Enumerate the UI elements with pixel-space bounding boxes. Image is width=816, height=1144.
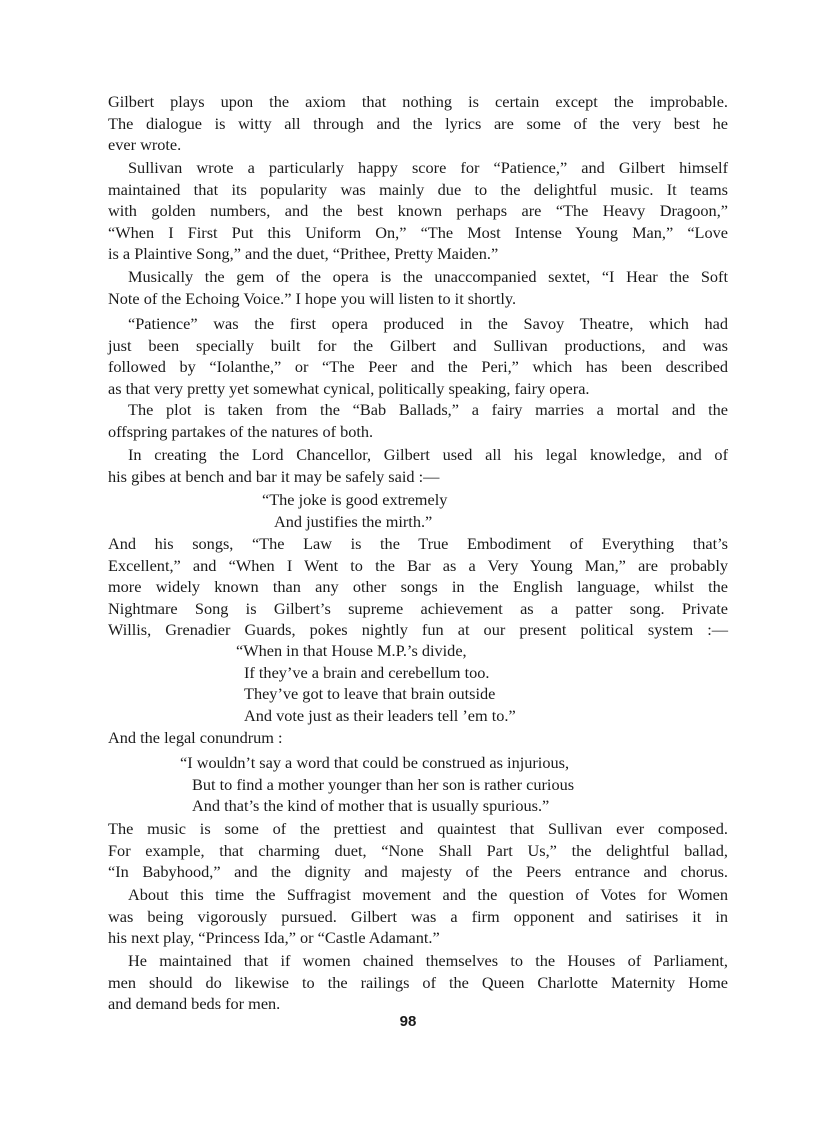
verse-line: “The joke is good extremely xyxy=(262,490,448,509)
paragraph xyxy=(108,444,728,487)
paragraph xyxy=(108,884,728,949)
text-line: was being vigorously pursued. Gilbert was a firm opponent and satirises it in xyxy=(108,906,728,926)
paragraph xyxy=(108,818,728,883)
text-line: just been specially built for the Gilbert and Sullivan productions, and was xyxy=(108,335,728,355)
text-line: Note of the Echoing Voice.” I hope you will listen to it shortly. xyxy=(108,288,517,308)
text-line: The music is some of the prettiest and quaintest that Sullivan ever composed. xyxy=(108,819,728,838)
verse-line: They’ve got to leave that brain outside xyxy=(244,684,496,704)
text-line: About this time the Suffragist movement and the question of Votes for Women xyxy=(128,885,728,904)
paragraph xyxy=(108,266,728,309)
text-line: The dialogue is witty all through and the lyrics are some of the very best he xyxy=(108,113,728,133)
text-line: his gibes at bench and bar it may be safely said :— xyxy=(108,466,440,486)
text-line: And the legal conundrum : xyxy=(108,728,283,747)
verse-line: “When in that House M.P.’s divide, xyxy=(236,641,467,660)
text-line: Nightmare Song is Gilbert’s supreme achievement as a patter song. Private xyxy=(108,598,728,618)
text-line: Excellent,” and “When I Went to the Bar as a Very Young Man,” are probably xyxy=(108,555,728,575)
verse-line: But to find a mother younger than her son is rather curious xyxy=(192,774,575,794)
text-line: his next play, “Princess Ida,” or “Castle Adamant.” xyxy=(108,928,440,948)
text-line: For example, that charming duet, “None Shall Part Us,” the delightful ballad, xyxy=(108,840,728,860)
text-line: The plot is taken from the “Bab Ballads,” a fairy marries a mortal and the xyxy=(128,400,728,419)
text-line: Willis, Grenadier Guards, pokes nightly fun at our present political system :— xyxy=(108,620,728,640)
text-line: ever wrote. xyxy=(108,135,182,155)
paragraph xyxy=(108,727,728,749)
paragraph xyxy=(108,157,728,265)
text-line: “When I First Put this Uniform On,” “The Most Intense Young Man,” “Love xyxy=(108,222,728,242)
verse-quote xyxy=(262,489,447,532)
text-line: “Patience” was the first opera produced in the Savoy Theatre, which had xyxy=(128,314,728,333)
verse-quote xyxy=(236,640,516,726)
verse-line: And vote just as their leaders tell ’em to.” xyxy=(244,705,516,725)
paragraph xyxy=(108,313,728,399)
verse-line: And that’s the kind of mother that is usually spurious.” xyxy=(192,796,550,816)
verse-line: If they’ve a brain and cerebellum too. xyxy=(244,662,490,682)
text-line: “In Babyhood,” and the dignity and majesty of the Peers entrance and chorus. xyxy=(108,862,728,882)
verse-quote xyxy=(180,752,574,817)
text-line: In creating the Lord Chancellor, Gilbert used all his legal knowledge, and of xyxy=(128,445,728,464)
paragraph xyxy=(108,399,728,442)
verse-line: And justifies the mirth.” xyxy=(274,511,433,531)
text-line: maintained that its popularity was mainly due to the delightful music. It teams xyxy=(108,179,728,199)
text-line: And his songs, “The Law is the True Embodiment of Everything that’s xyxy=(108,534,728,553)
text-line: followed by “Iolanthe,” or “The Peer and the Peri,” which has been described xyxy=(108,357,728,377)
verse-line: “I wouldn’t say a word that could be construed as injurious, xyxy=(180,753,570,772)
text-line: with golden numbers, and the best known perhaps are “The Heavy Dragoon,” xyxy=(108,201,728,221)
paragraph xyxy=(108,91,728,156)
text-line: Sullivan wrote a particularly happy score for “Patience,” and Gilbert himself xyxy=(128,158,728,177)
paragraph xyxy=(108,533,728,641)
text-line: men should do likewise to the railings of the Queen Charlotte Maternity Home xyxy=(108,972,728,992)
text-line: and demand beds for men. xyxy=(108,994,281,1014)
text-line: He maintained that if women chained themselves to the Houses of Parliament, xyxy=(128,951,728,970)
text-line: is a Plaintive Song,” and the duet, “Prithee, Pretty Maiden.” xyxy=(108,244,499,264)
text-line: as that very pretty yet somewhat cynical, politically speaking, fairy opera. xyxy=(108,378,590,398)
paragraph xyxy=(108,950,728,1015)
text-line: offspring partakes of the natures of both. xyxy=(108,421,374,441)
text-line: Gilbert plays upon the axiom that nothing is certain except the improbable. xyxy=(108,92,728,111)
page-number: 98 xyxy=(399,1013,417,1030)
text-line: Musically the gem of the opera is the unaccompanied sextet, “I Hear the Soft xyxy=(128,267,728,286)
text-line: more widely known than any other songs in the English language, whilst the xyxy=(108,577,728,597)
